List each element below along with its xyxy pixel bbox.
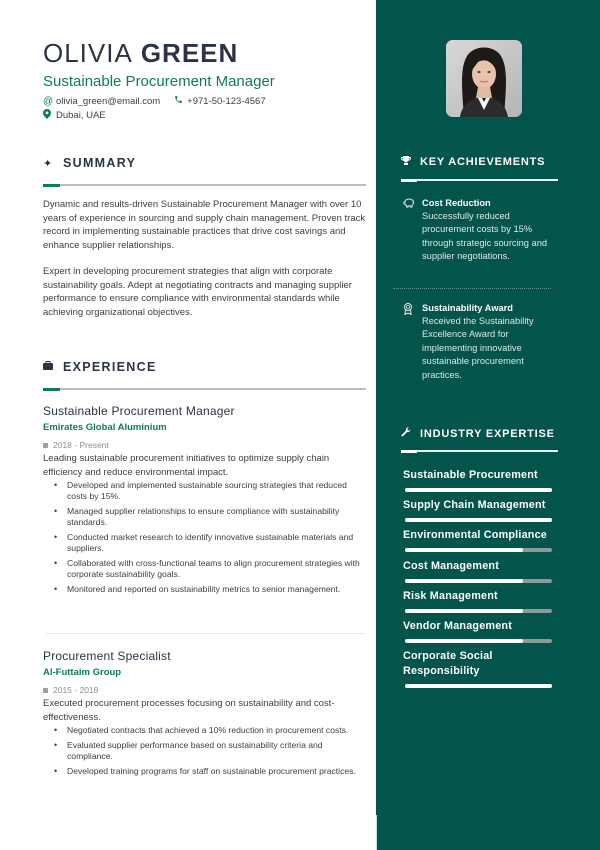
location-row <box>43 109 106 122</box>
skill-item <box>403 619 553 643</box>
job-bullet: • Developed and implemented sustainable sourcing strategies that reduced costs by 15%. <box>43 480 368 502</box>
job-bullet: • Evaluated supplier performance based on sustainability criteria and compliance. <box>43 740 368 762</box>
wrench-icon <box>401 427 420 440</box>
phone-icon <box>174 95 187 107</box>
location: Dubai, UAE <box>56 110 106 121</box>
piggy-bank-icon <box>403 198 415 211</box>
job-dates <box>43 440 368 450</box>
skill-name: Vendor Management <box>403 620 512 632</box>
candidate-name <box>43 38 238 69</box>
job-bullet: • Developed training programs for staff on sustainable procurement practices. <box>43 766 368 777</box>
job-company: Emirates Global Aluminium <box>43 422 167 433</box>
phone[interactable]: +971-50-123-4567 <box>187 95 266 107</box>
calendar-icon <box>43 688 48 693</box>
award-icon <box>403 303 413 318</box>
at-icon: @ <box>43 95 54 107</box>
job-dates-text: 2018 - Present <box>53 440 109 450</box>
job-bullet: • Collaborated with cross-functional teams to align procurement strategies with corporate sustainability goals. <box>43 558 368 580</box>
job-title: Sustainable Procurement Manager <box>43 73 275 90</box>
skill-level-fill <box>405 609 523 613</box>
skill-item <box>403 589 553 613</box>
job-bullet: • Monitored and reported on sustainability metrics to senior management. <box>43 584 368 595</box>
expertise-heading-label: INDUSTRY EXPERTISE <box>420 427 555 440</box>
skill-level-bar <box>405 684 552 688</box>
skill-name: Risk Management <box>403 590 498 602</box>
achievement-description: Successfully reduced procurement costs by 15% through strategic sourcing and supplier negotiations. <box>422 211 548 262</box>
job-dates-text: 2015 - 2018 <box>53 685 99 695</box>
sparkle-icon: ✦ <box>43 157 53 170</box>
skill-item <box>403 559 553 583</box>
achievement-title: Sustainability Award <box>422 303 513 313</box>
skill-level-fill <box>405 488 552 492</box>
job-divider <box>47 633 365 634</box>
section-rule <box>43 184 366 186</box>
trophy-icon <box>401 156 420 168</box>
section-rule <box>401 179 558 181</box>
skill-item <box>403 498 553 522</box>
achievements-heading-label: KEY ACHIEVEMENTS <box>420 156 546 168</box>
skill-name: Sustainable Procurement <box>403 469 538 481</box>
achievement-item <box>403 303 553 382</box>
job-bullet: • Managed supplier relationships to ensure compliance with sustainability standards. <box>43 506 368 528</box>
skill-item <box>403 528 553 552</box>
summary-heading <box>43 156 366 170</box>
job-dates <box>43 685 368 695</box>
sidebar <box>376 0 600 850</box>
achievement-divider <box>393 288 551 289</box>
skill-name: Cost Management <box>403 560 499 572</box>
summary-heading-label: SUMMARY <box>63 156 137 170</box>
skill-level-fill <box>405 639 523 643</box>
section-rule <box>401 450 558 452</box>
achievements-heading <box>401 156 558 168</box>
experience-heading-label: EXPERIENCE <box>63 360 157 374</box>
first-name: OLIVIA <box>43 38 133 68</box>
job-bullets <box>43 725 368 777</box>
section-rule <box>43 388 366 390</box>
skill-level-bar <box>405 609 552 613</box>
achievement-item <box>403 198 553 264</box>
skill-level-fill <box>405 518 552 522</box>
achievement-description: Received the Sustainability Excellence Award for implementing innovative sustainable procurement practices. <box>422 316 534 380</box>
skill-level-fill <box>405 684 552 688</box>
job-description: Executed procurement processes focusing on sustainability and cost-effectiveness. <box>43 698 335 723</box>
job-role: Procurement Specialist <box>43 649 171 663</box>
achievement-title: Cost Reduction <box>422 198 491 208</box>
skill-level-bar <box>405 488 552 492</box>
email[interactable]: olivia_green@email.com <box>56 95 161 107</box>
job-description: Leading sustainable procurement initiatives to optimize supply chain efficiency and reduce environmental impact. <box>43 453 330 478</box>
profile-photo <box>446 40 522 117</box>
summary-paragraph: Dynamic and results-driven Sustainable Procurement Manager with over 10 years of experience in sourcing and supply chain management. Proven track record in implementing sustainable practices that drive cost savings and enhance supplier relationships. <box>43 199 366 251</box>
skill-level-bar <box>405 518 552 522</box>
job-bullets <box>43 480 368 595</box>
skill-item <box>403 468 553 492</box>
skill-level-fill <box>405 548 523 552</box>
skill-item <box>403 649 553 688</box>
contact-row <box>43 95 266 107</box>
calendar-icon <box>43 443 48 448</box>
skill-name: Corporate Social Responsibility <box>403 650 493 677</box>
last-name: GREEN <box>140 38 239 68</box>
experience-heading <box>43 360 366 374</box>
skill-name: Environmental Compliance <box>403 529 547 541</box>
summary-paragraph: Expert in developing procurement strategies that align with corporate sustainability goals. Adept at negotiating contracts and managing supplier performance to ensure compliance with environmental standards while achieving organizational objectives. <box>43 266 352 318</box>
expertise-heading <box>401 427 558 440</box>
skill-level-bar <box>405 639 552 643</box>
skill-level-fill <box>405 579 523 583</box>
job-role: Sustainable Procurement Manager <box>43 404 235 418</box>
skill-level-bar <box>405 548 552 552</box>
skill-name: Supply Chain Management <box>403 499 546 511</box>
skill-level-bar <box>405 579 552 583</box>
briefcase-icon <box>43 361 63 373</box>
job-company: Al-Futtaim Group <box>43 667 122 678</box>
job-entry <box>43 404 368 599</box>
job-bullet: • Negotiated contracts that achieved a 10% reduction in procurement costs. <box>43 725 368 736</box>
map-pin-icon <box>43 109 56 122</box>
job-entry <box>43 649 368 781</box>
job-bullet: • Conducted market research to identify innovative sustainable materials and suppliers. <box>43 532 368 554</box>
